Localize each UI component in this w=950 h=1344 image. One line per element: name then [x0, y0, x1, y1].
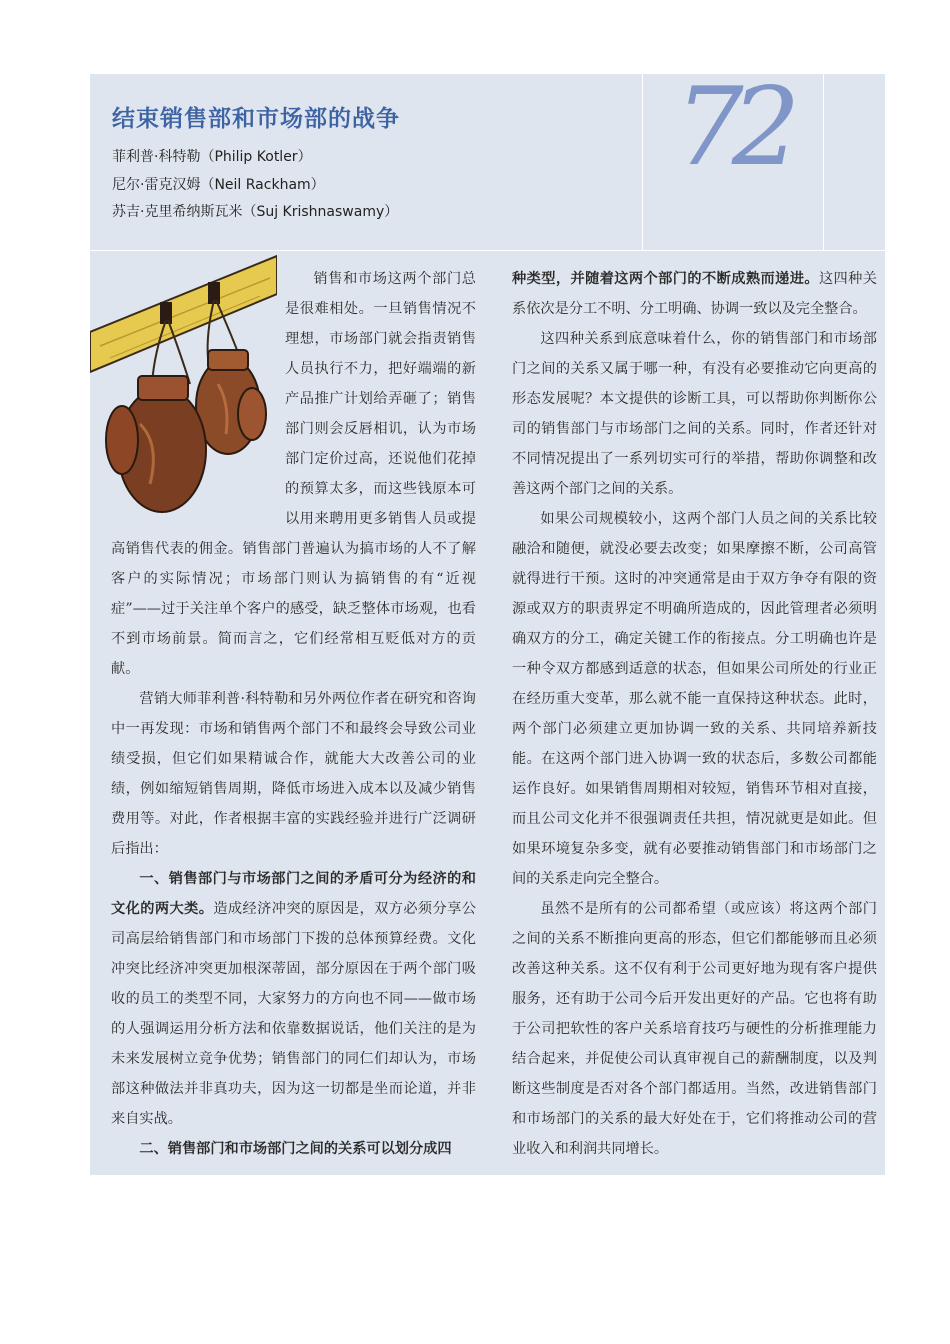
section-heading: 种类型，并随着这两个部门的不断成熟而递进。	[512, 271, 819, 287]
section-heading: 二、销售部门和市场部门之间的关系可以划分成四	[139, 1141, 452, 1157]
body-paragraph: 销售和市场这两个部门总是很难相处。一旦销售情况不理想，市场部门就会指责销售人员执行不力，把好端端的新产品推广计划给弄砸了；销售部门则会反唇相讥，认为市场部门定价过高，还说他们花掉的预算太多，而这些钱原本可以用来聘用更多销售人员或提高销售代表的佣金。销售部门普遍认为搞市场的人不了解客户的实际情况；市场部门则认为搞销售的有“近视症”——过于关注单个客户的感受，缺乏整体市场观，也看不到市场前景。简而言之，它们经常相互贬低对方的贡献。	[111, 271, 476, 677]
body-text: 造成经济冲突的原因是，双方必须分享公司高层给销售部门和市场部门下拨的总体预算经费。文化冲突比经济冲突更加根深蒂固，部分原因在于两个部门吸收的员工的类型不同，大家努力的方向也不同——做市场的人强调运用分析方法和依靠数据说话，他们关注的是为未来发展树立竞争优势；销售部门的同仁们却认为，市场部这种做法并非真功夫，因为这一切都是坐而论道，并非来自实战。	[111, 901, 476, 1127]
body-paragraph: 营销大师菲利普·科特勒和另外两位作者在研究和咨询中一再发现：市场和销售两个部门不和最终会导致公司业绩受损，但它们如果精诚合作，就能大大改善公司的业绩，例如缩短销售周期，降低市场进入成本以及减少销售费用等。对此，作者根据丰富的实践经验并进行广泛调研后指出：	[111, 691, 476, 857]
right-column	[512, 264, 877, 1164]
section-heading: 一、销售部门与市场部门之间的矛盾可分为经济的和文化的两大类。	[111, 871, 476, 917]
article-title: 结束销售部和市场部的战争	[112, 105, 400, 132]
body-paragraph: 如果公司规模较小，这两个部门人员之间的关系比较融洽和随便，就没必要去改变；如果摩擦不断，公司高管就得进行干预。这时的冲突通常是由于双方争夺有限的资源或双方的职责界定不明确所造成的，因此管理者必须明确双方的分工，确定关键工作的衔接点。分工明确也许是一种令双方都感到适意的状态，但如果公司所处的行业正在经历重大变革，那么就不能一直保持这种状态。此时，两个部门必须建立更加协调一致的关系、共同培养新技能。在这两个部门进入协调一致的状态后，多数公司都能运作良好。如果销售周期相对较短，销售环节相对直接，而且公司文化并不很强调责任共担，情况就更是如此。但如果环境复杂多变，就有必要推动销售部门和市场部门之间的关系走向完全整合。	[512, 511, 877, 887]
body-paragraph	[111, 864, 476, 1134]
body-paragraph: 这四种关系到底意味着什么，你的销售部门和市场部门之间的关系又属于哪一种，有没有必要推动它向更高的形态发展呢？本文提供的诊断工具，可以帮助你判断你公司的销售部门与市场部门之间的关系。同时，作者还针对不同情况提出了一系列切实可行的举措，帮助你调整和改善这两个部门之间的关系。	[512, 331, 877, 497]
left-column	[111, 264, 476, 1164]
body-paragraph	[111, 1134, 476, 1164]
article-number: 72	[675, 65, 789, 190]
article-page	[90, 65, 885, 1175]
header-divider	[823, 74, 824, 250]
boxing-gloves-icon	[90, 254, 277, 529]
body-paragraph: 虽然不是所有的公司都希望（或应该）将这两个部门之间的关系不断推向更高的形态，但它们都能够而且必须改善这种关系。这不仅有利于公司更好地为现有客户提供服务，还有助于公司今后开发出更好的产品。它也将有助于公司把软性的客户关系培育技巧与硬性的分析推理能力结合起来，并促使公司认真审视自己的薪酬制度，以及判断这些制度是否对各个部门都适用。当然，改进销售部门和市场部门的关系的最大好处在于，它们将推动公司的营业收入和利润共同增长。	[512, 901, 877, 1157]
body-text: 这四种关系依次是分工不明、分工明确、协调一致以及完全整合。	[512, 271, 877, 317]
body-paragraph	[512, 264, 877, 324]
article-header	[90, 65, 885, 251]
header-divider	[642, 74, 643, 250]
author-name: 菲利普·科特勒（Philip Kotler）	[112, 149, 312, 165]
author-name: 苏吉·克里希纳斯瓦米（Suj Krishnaswamy）	[112, 204, 399, 220]
author-name: 尼尔·雷克汉姆（Neil Rackham）	[112, 177, 325, 193]
